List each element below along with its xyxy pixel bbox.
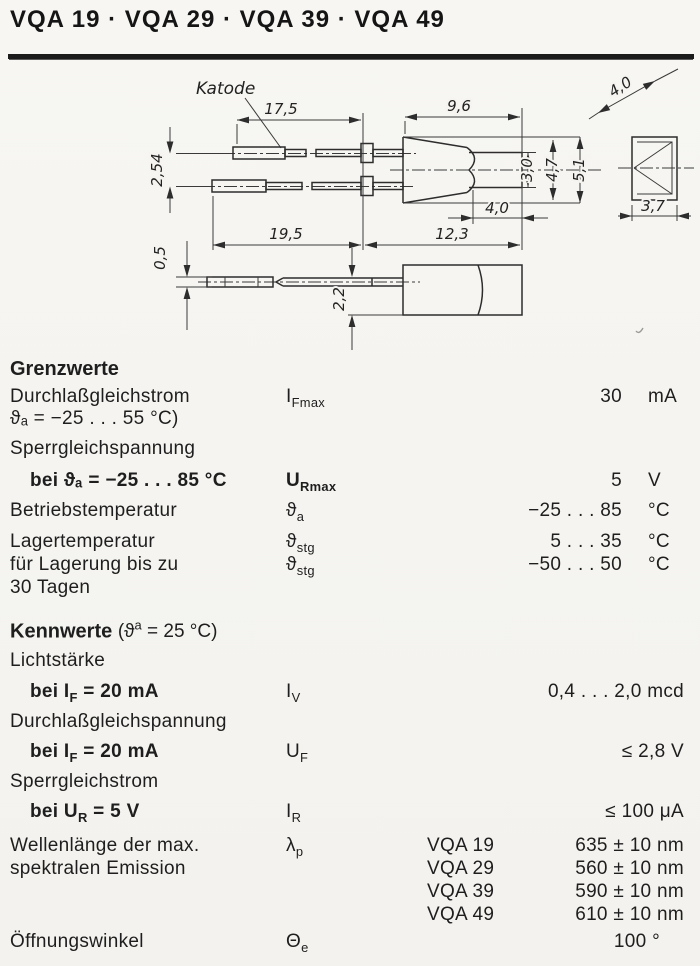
table-row-continuation <box>0 577 700 600</box>
table-row <box>0 931 700 954</box>
row-unit: °C <box>648 531 670 552</box>
row-value: −25 . . . 85 <box>528 500 622 521</box>
table-row <box>0 470 700 493</box>
dim-label-tip-height: 3,0 <box>518 158 536 182</box>
row-label: 30 Tagen <box>10 577 91 598</box>
row-label: Sperrgleichstrom <box>10 771 159 792</box>
lower-lead-segment <box>266 183 302 190</box>
bottom-body-dome-edge <box>478 265 483 315</box>
variant-type: VQA 49 <box>427 904 495 925</box>
table-row <box>0 771 700 794</box>
dim-label-lead-offset: 2,2 <box>330 287 348 311</box>
dim-label-lead-bottom-length: 19,5 <box>269 225 303 243</box>
row-label: Lichtstärke <box>10 650 106 671</box>
row-symbol: $ϑ_a$ <box>286 500 305 524</box>
variant-type: VQA 19 <box>427 835 495 856</box>
cathode-flag <box>233 147 285 159</box>
page-title: VQA 19 · VQA 29 · VQA 39 · VQA 49 <box>10 6 445 33</box>
wavelength-variant-row <box>0 835 700 858</box>
table-row <box>0 554 700 577</box>
row-value: −50 . . . 50 <box>528 554 622 575</box>
table-row <box>0 650 700 673</box>
table-row <box>0 801 700 824</box>
bottom-body-outline <box>403 265 522 315</box>
anode-flag <box>212 180 266 192</box>
upper-lead-segment <box>285 150 306 157</box>
row-value: 5 . . . 35 <box>550 531 622 552</box>
row-label: Durchlaßgleichspannung <box>10 711 227 732</box>
grenzwerte-heading-text: Grenzwerte <box>10 358 119 380</box>
dim-label-lead-pitch: 2,54 <box>148 153 166 187</box>
row-label: spektralen Emission <box>10 858 186 879</box>
variant-value: 610 ± 10 nm <box>575 904 684 925</box>
row-label: Durchlaßgleichstrom <box>10 386 190 407</box>
row-symbol: $U_{Rmax}$ <box>286 470 337 494</box>
cathode-label: Katode <box>196 79 256 99</box>
table-row <box>0 438 700 461</box>
row-value: ≤ 100 μA <box>605 801 684 822</box>
kennwerte-heading-condition: ($ϑ^a = 25$ °C) <box>117 618 218 643</box>
dim-label-body-length: 9,6 <box>447 97 471 115</box>
row-label: für Lagerung bis zu <box>10 554 179 575</box>
dim-label-body-inner-height: 4,7 <box>543 158 561 182</box>
lower-lead-stub <box>373 183 403 190</box>
led-package-drawing <box>0 68 700 350</box>
row-label: Lagertemperatur <box>10 531 155 552</box>
row-label: bei $U_R = 5$ V <box>30 801 140 825</box>
row-symbol: $\Theta_e$ <box>286 931 309 955</box>
row-label: Sperrgleichspannung <box>10 438 196 459</box>
row-symbol: $I_V$ <box>286 681 301 705</box>
dim-label-body-height: 5,1 <box>570 158 588 182</box>
row-value: 0,4 . . . 2,0 mcd <box>547 681 684 702</box>
row-label: bei $I_F = 20$ mA <box>30 681 159 705</box>
row-unit: V <box>648 470 661 491</box>
row-symbol: $ϑ_{stg}$ <box>286 554 315 578</box>
dim-label-face-width: 3,7 <box>641 197 665 215</box>
row-symbol: $U_F$ <box>286 741 309 765</box>
wavelength-variant-row <box>0 858 700 881</box>
scan-artifact-mark <box>636 328 643 332</box>
row-value: 5 <box>611 470 622 491</box>
variant-type: VQA 29 <box>427 858 495 879</box>
row-symbol: $ϑ_{stg}$ <box>286 531 315 555</box>
variant-value: 590 ± 10 nm <box>575 881 684 902</box>
table-row-continuation <box>0 408 700 431</box>
row-value: ≤ 2,8 V <box>621 741 684 762</box>
variant-type: VQA 39 <box>427 881 495 902</box>
wavelength-variant-row <box>0 904 700 927</box>
table-row <box>0 741 700 764</box>
kennwerte-heading-text: Kennwerte <box>10 620 113 643</box>
row-unit: °C <box>648 500 670 521</box>
row-value: 100 ° <box>613 931 660 952</box>
title-rule <box>8 54 694 59</box>
dim-label-lead-top-length: 17,5 <box>264 100 298 118</box>
row-unit: mA <box>648 386 678 407</box>
variant-value: 635 ± 10 nm <box>575 835 684 856</box>
section-heading-grenzwerte <box>10 358 119 381</box>
upper-lead-segment <box>316 150 361 157</box>
upper-lead-stub <box>373 150 403 157</box>
dim-label-body-total-length: 12,3 <box>435 225 469 243</box>
row-label: Betriebstemperatur <box>10 500 177 521</box>
row-label: bei $I_F = 20$ mA <box>30 741 159 765</box>
section-heading-kennwerte <box>10 618 217 643</box>
dim-label-face-diagonal: 4,0 <box>605 72 636 101</box>
row-symbol: $\lambda_p$ <box>286 835 304 859</box>
dim-line-2-54 <box>170 127 230 213</box>
table-row <box>0 711 700 734</box>
lower-lead-segment <box>312 183 361 190</box>
table-row <box>0 386 700 409</box>
row-label: bei ϑₐ = −25 . . . 85 °C <box>30 470 227 491</box>
dim-label-tip-length: 4,0 <box>485 199 509 217</box>
row-label: Wellenlänge der max. <box>10 835 200 856</box>
endview-outline <box>632 137 677 200</box>
table-row <box>0 531 700 554</box>
row-symbol: $I_{Fmax}$ <box>286 386 326 410</box>
row-unit: °C <box>648 554 670 575</box>
variant-value: 560 ± 10 nm <box>575 858 684 879</box>
row-label: ϑₐ = −25 . . . 55 °C) <box>10 408 179 429</box>
row-symbol: $I_R$ <box>286 801 302 825</box>
dim-line-2-2 <box>348 248 403 350</box>
dim-label-lead-thickness: 0,5 <box>151 246 169 270</box>
row-value: 30 <box>600 386 622 407</box>
table-row <box>0 500 700 523</box>
table-row <box>0 681 700 704</box>
wavelength-variant-row <box>0 881 700 904</box>
row-label: Öffnungswinkel <box>10 931 144 952</box>
